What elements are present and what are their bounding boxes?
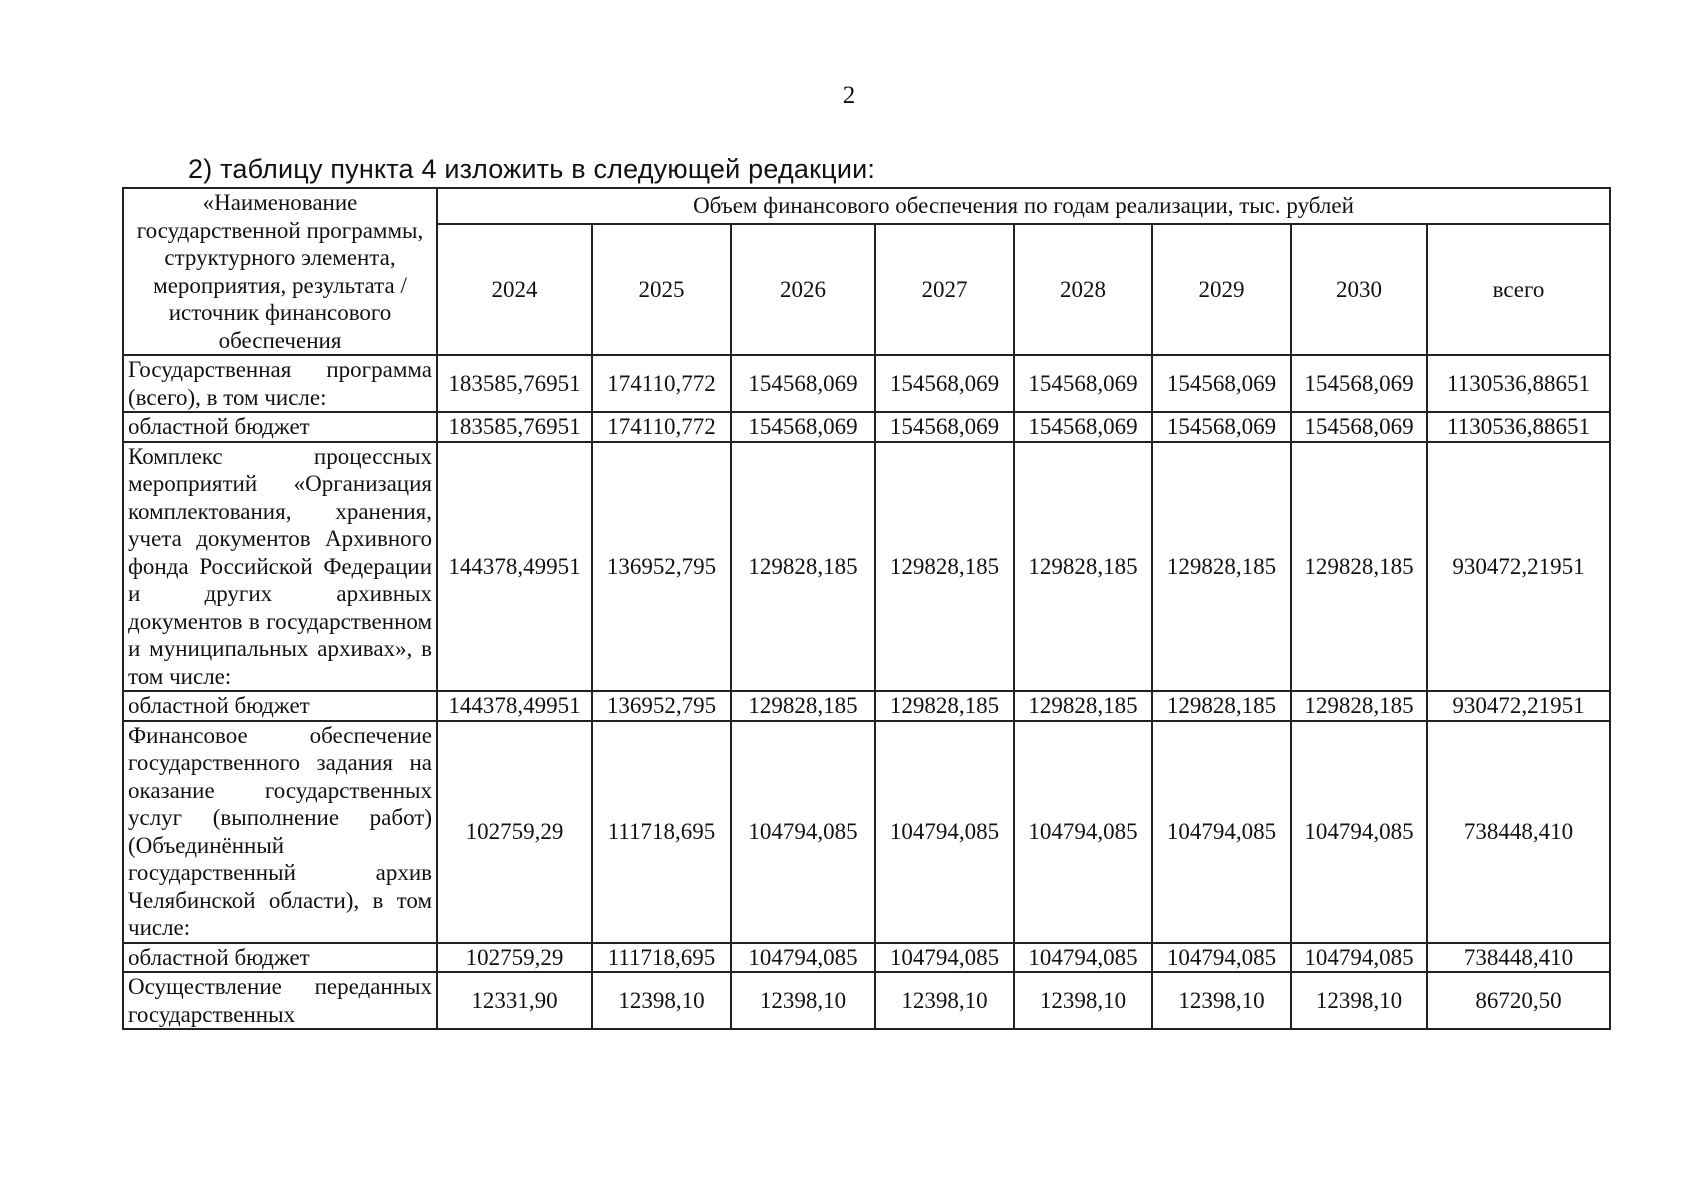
value-cell: 104794,085 — [875, 721, 1014, 943]
value-cell: 136952,795 — [592, 442, 731, 692]
value-cell: 154568,069 — [731, 355, 875, 412]
value-cell: 129828,185 — [1291, 691, 1427, 721]
year-header: 2026 — [731, 224, 875, 355]
value-cell: 154568,069 — [1152, 412, 1291, 442]
value-cell: 129828,185 — [875, 442, 1014, 692]
value-cell: 104794,085 — [731, 943, 875, 973]
row-name-cell: областной бюджет — [123, 943, 437, 973]
value-cell: 102759,29 — [437, 721, 592, 943]
value-cell: 12398,10 — [1014, 972, 1152, 1029]
value-cell: 12398,10 — [1152, 972, 1291, 1029]
row-name-cell: областной бюджет — [123, 691, 437, 721]
value-cell: 104794,085 — [1152, 721, 1291, 943]
table-row — [123, 972, 1610, 1029]
year-header: 2028 — [1014, 224, 1152, 355]
value-cell: 129828,185 — [731, 691, 875, 721]
value-cell: 129828,185 — [1152, 691, 1291, 721]
table-row — [123, 691, 1610, 721]
row-name-cell: областной бюджет — [123, 412, 437, 442]
page-number: 2 — [842, 82, 856, 109]
value-cell: 104794,085 — [731, 721, 875, 943]
total-cell: 930472,21951 — [1427, 442, 1610, 692]
value-cell: 129828,185 — [1291, 442, 1427, 692]
total-cell: 86720,50 — [1427, 972, 1610, 1029]
value-cell: 104794,085 — [1291, 943, 1427, 973]
table-row — [123, 412, 1610, 442]
total-cell: 1130536,88651 — [1427, 355, 1610, 412]
value-cell: 12398,10 — [875, 972, 1014, 1029]
year-header: 2030 — [1291, 224, 1427, 355]
value-cell: 12331,90 — [437, 972, 592, 1029]
value-cell: 183585,76951 — [437, 412, 592, 442]
header-row-1 — [123, 188, 1610, 224]
value-cell: 104794,085 — [1014, 943, 1152, 973]
table-row — [123, 355, 1610, 412]
value-cell: 129828,185 — [1152, 442, 1291, 692]
value-cell: 12398,10 — [592, 972, 731, 1029]
value-cell: 174110,772 — [592, 412, 731, 442]
value-cell: 104794,085 — [1014, 721, 1152, 943]
financing-table — [122, 187, 1611, 1030]
value-cell: 104794,085 — [875, 943, 1014, 973]
table-body — [123, 355, 1610, 1029]
value-cell: 154568,069 — [875, 355, 1014, 412]
value-cell: 183585,76951 — [437, 355, 592, 412]
table-row — [123, 943, 1610, 973]
row-name-cell: Финансовое обеспечение государственного задания на оказание государственных услуг (выполнение работ) (Объединённый государственный архив Челябинской области), в том числе: — [123, 721, 437, 943]
value-cell: 154568,069 — [1291, 412, 1427, 442]
value-cell: 129828,185 — [1014, 691, 1152, 721]
year-header: 2024 — [437, 224, 592, 355]
value-cell: 174110,772 — [592, 355, 731, 412]
year-header: 2029 — [1152, 224, 1291, 355]
table-row — [123, 442, 1610, 692]
total-cell: 738448,410 — [1427, 943, 1610, 973]
value-cell: 154568,069 — [1014, 355, 1152, 412]
year-header: 2025 — [592, 224, 731, 355]
value-cell: 154568,069 — [875, 412, 1014, 442]
value-cell: 111718,695 — [592, 721, 731, 943]
table-row — [123, 721, 1610, 943]
row-name-cell: Государственная программа (всего), в том числе: — [123, 355, 437, 412]
value-cell: 154568,069 — [1152, 355, 1291, 412]
value-cell: 136952,795 — [592, 691, 731, 721]
intro-text: 2) таблицу пункта 4 изложить в следующей редакции: — [188, 154, 876, 184]
financing-group-header: Объем финансового обеспечения по годам реализации, тыс. рублей — [437, 188, 1610, 224]
value-cell: 144378,49951 — [437, 442, 592, 692]
value-cell: 129828,185 — [1014, 442, 1152, 692]
value-cell: 154568,069 — [1014, 412, 1152, 442]
total-header: всего — [1427, 224, 1610, 355]
year-header: 2027 — [875, 224, 1014, 355]
value-cell: 154568,069 — [731, 412, 875, 442]
row-name-cell: Комплекс процессных мероприятий «Организация комплектования, хранения, учета документов Архивного фонда Российской Федерации и других архивных документов в государственном и муниципальных архивах», в том числе: — [123, 442, 437, 692]
value-cell: 12398,10 — [1291, 972, 1427, 1029]
value-cell: 104794,085 — [1152, 943, 1291, 973]
value-cell: 102759,29 — [437, 943, 592, 973]
value-cell: 129828,185 — [875, 691, 1014, 721]
row-name-cell: Осуществление переданных государственных — [123, 972, 437, 1029]
value-cell: 154568,069 — [1291, 355, 1427, 412]
table-header — [123, 188, 1610, 355]
total-cell: 738448,410 — [1427, 721, 1610, 943]
value-cell: 129828,185 — [731, 442, 875, 692]
total-cell: 1130536,88651 — [1427, 412, 1610, 442]
value-cell: 111718,695 — [592, 943, 731, 973]
value-cell: 104794,085 — [1291, 721, 1427, 943]
value-cell: 144378,49951 — [437, 691, 592, 721]
value-cell: 12398,10 — [731, 972, 875, 1029]
name-column-header: «Наименование государственной программы, структурного элемента, мероприятия, результата / источник финансового обеспечения — [123, 188, 437, 355]
total-cell: 930472,21951 — [1427, 691, 1610, 721]
